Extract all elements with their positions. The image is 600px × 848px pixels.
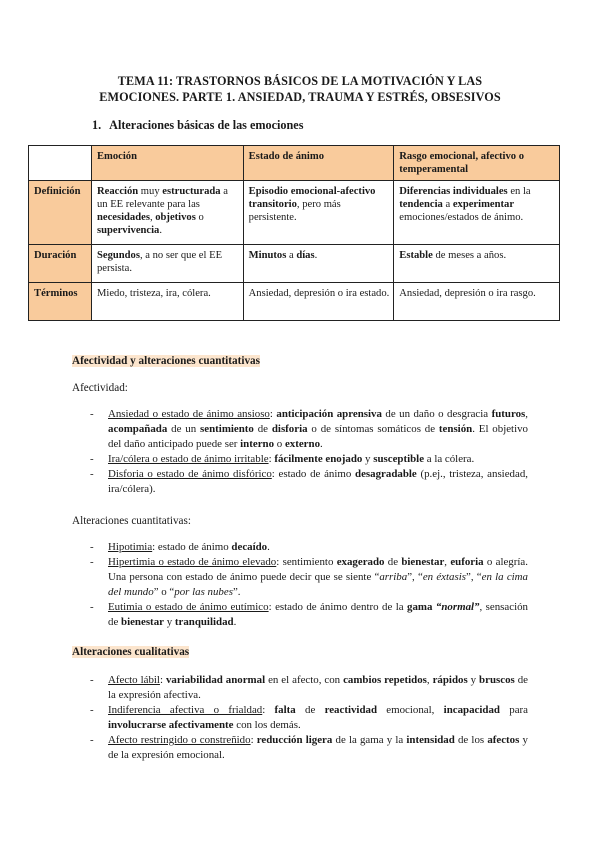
table-row <box>29 245 560 283</box>
header-emocion: Emoción <box>91 146 243 181</box>
cell-terminos-emocion: Miedo, tristeza, ira, cólera. <box>91 283 243 321</box>
cuantitativas-intro: Alteraciones cuantitativas: <box>72 515 191 527</box>
list-item: - Ira/cólera o estado de ánimo irritable: fácilmente enojado y susceptible a la cólera. <box>90 452 528 467</box>
header-estado-animo: Estado de ánimo <box>243 146 394 181</box>
title-line-2: EMOCIONES. PARTE 1. ANSIEDAD, TRAUMA Y ESTRÉS, OBSESIVOS <box>99 90 501 104</box>
list-item: - Hipertimia o estado de ánimo elevado: sentimiento exagerado de bienestar, euforia o alegría. Una persona con estado de ánimo puede decir que se siente “arriba”, “en éxtasis”, “en la cima del mundo” o “por las nubes”. <box>90 555 528 600</box>
section-number: 1. <box>92 118 102 132</box>
title-line-1: TEMA 11: TRASTORNOS BÁSICOS DE LA MOTIVACIÓN Y LAS <box>117 74 483 88</box>
list-item: - Hipotimia: estado de ánimo decaído. <box>90 540 528 555</box>
section-heading-1 <box>92 118 303 133</box>
cell-definicion-emocion: Reacción muy estructurada a un EE relevante para las necesidades, objetivos o supervivencia. <box>91 181 243 245</box>
table-row <box>29 181 560 245</box>
cell-terminos-animo: Ansiedad, depresión o ira estado. <box>243 283 394 321</box>
afectividad-heading: Afectividad y alteraciones cuantitativas <box>72 355 260 367</box>
cuantitativas-list <box>90 540 528 630</box>
list-item: - Indiferencia afectiva o frialdad: falta de reactividad emocional, incapacidad para involucrarse afectivamente con los demás. <box>90 703 528 733</box>
list-item: - Afecto restringido o constreñido: reducción ligera de la gama y la intensidad de los afectos y de la expresión emocional. <box>90 733 528 763</box>
row-label-terminos: Términos <box>29 283 92 321</box>
table-row <box>29 283 560 321</box>
cualitativas-list <box>90 673 528 763</box>
list-item: - Afecto lábil: variabilidad anormal en el afecto, con cambios repetidos, rápidos y bruscos de la expresión afectiva. <box>90 673 528 703</box>
emotions-table <box>28 145 560 321</box>
table-header-row <box>29 146 560 181</box>
section-label: Alteraciones básicas de las emociones <box>109 118 304 132</box>
cell-definicion-animo: Episodio emocional-afectivo transitorio, pero más persistente. <box>243 181 394 245</box>
afectividad-list <box>90 407 528 497</box>
cell-duracion-emocion: Segundos, a no ser que el EE persista. <box>91 245 243 283</box>
list-item: - Disforia o estado de ánimo disfórico: estado de ánimo desagradable (p.ej., tristeza, ansiedad, ira/cólera). <box>90 467 528 497</box>
afectividad-intro: Afectividad: <box>72 382 128 394</box>
list-item: - Eutimia o estado de ánimo eutímico: estado de ánimo dentro de la gama “normal”, sensación de bienestar y tranquilidad. <box>90 600 528 630</box>
document-title <box>60 73 540 105</box>
corner-cell <box>29 146 92 181</box>
list-item: - Ansiedad o estado de ánimo ansioso: anticipación aprensiva de un daño o desgracia futuros, acompañada de un sentimiento de disforia o de síntomas somáticos de tensión. El objetivo del daño anticipado puede ser interno o externo. <box>90 407 528 452</box>
cualitativas-heading: Alteraciones cualitativas <box>72 646 190 658</box>
cell-duracion-rasgo: Estable de meses a años. <box>394 245 560 283</box>
cell-definicion-rasgo: Diferencias individuales en la tendencia a experimentar emociones/estados de ánimo. <box>394 181 560 245</box>
header-rasgo: Rasgo emocional, afectivo o temperamental <box>394 146 560 181</box>
cell-terminos-rasgo: Ansiedad, depresión o ira rasgo. <box>394 283 560 321</box>
row-label-duracion: Duración <box>29 245 92 283</box>
row-label-definicion: Definición <box>29 181 92 245</box>
cell-duracion-animo: Minutos a días. <box>243 245 394 283</box>
